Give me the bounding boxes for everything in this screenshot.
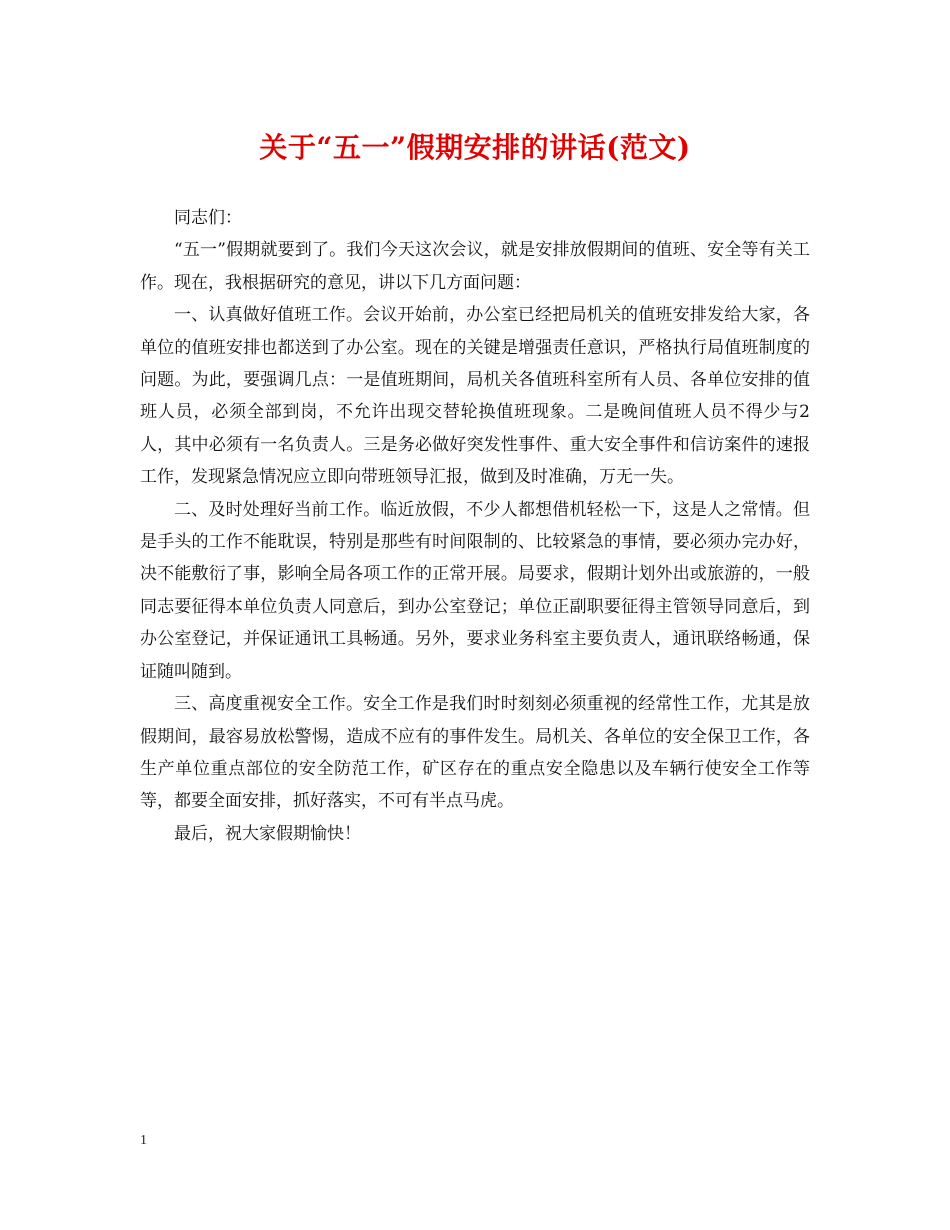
paragraph-closing: 最后，祝大家假期愉快！ <box>174 823 361 844</box>
document-body <box>140 202 810 850</box>
paragraph-safety-work: 三、高度重视安全工作。安全工作是我们时时刻刻必须重视的经常性工作，尤其是放假期间，最容易放松警惕，造成不应有的事件发生。局机关、各单位的安全保卫工作，各生产单位重点部位的安全防范工作，矿区存在的重点安全隐患以及车辆行使安全工作等等，都要全面安排，抓好落实，不可有半点马虎。 <box>140 694 810 812</box>
paragraph-intro: “五一”假期就要到了。我们今天这次会议，就是安排放假期间的值班、安全等有关工作。现在，我根据研究的意见，讲以下几方面问题： <box>140 240 810 293</box>
paragraph-current-work: 二、及时处理好当前工作。临近放假，不少人都想借机轻松一下，这是人之常情。但是手头的工作不能耽误，特别是那些有时间限制的、比较紧急的事情，要必须办完办好，决不能敷衍了事，影响全局各项工作的正常开展。局要求，假期计划外出或旅游的，一般同志要征得本单位负责人同意后，到办公室登记；单位正副职要征得主管领导同意后，到办公室登记，并保证通讯工具畅通。另外，要求业务科室主要负责人，通讯联络畅通，保证随叫随到。 <box>140 499 810 682</box>
page-number: 1 <box>140 1133 147 1148</box>
document-title: 关于“五一”假期安排的讲话(范文) <box>259 131 691 164</box>
paragraph-duty-work: 一、认真做好值班工作。会议开始前，办公室已经把局机关的值班安排发给大家，各单位的值班安排也都送到了办公室。现在的关键是增强责任意识，严格执行局值班制度的问题。为此，要强调几点：一是值班期间，局机关各值班科室所有人员、各单位安排的值班人员，必须全部到岗，不允许出现交替轮换值班现象。二是晚间值班人员不得少与2人，其中必须有一名负责人。三是务必做好突发性事件、重大安全事件和信访案件的速报工作，发现紧急情况应立即向带班领导汇报，做到及时准确，万无一失。 <box>140 305 810 488</box>
salutation: 同志们： <box>174 208 242 228</box>
